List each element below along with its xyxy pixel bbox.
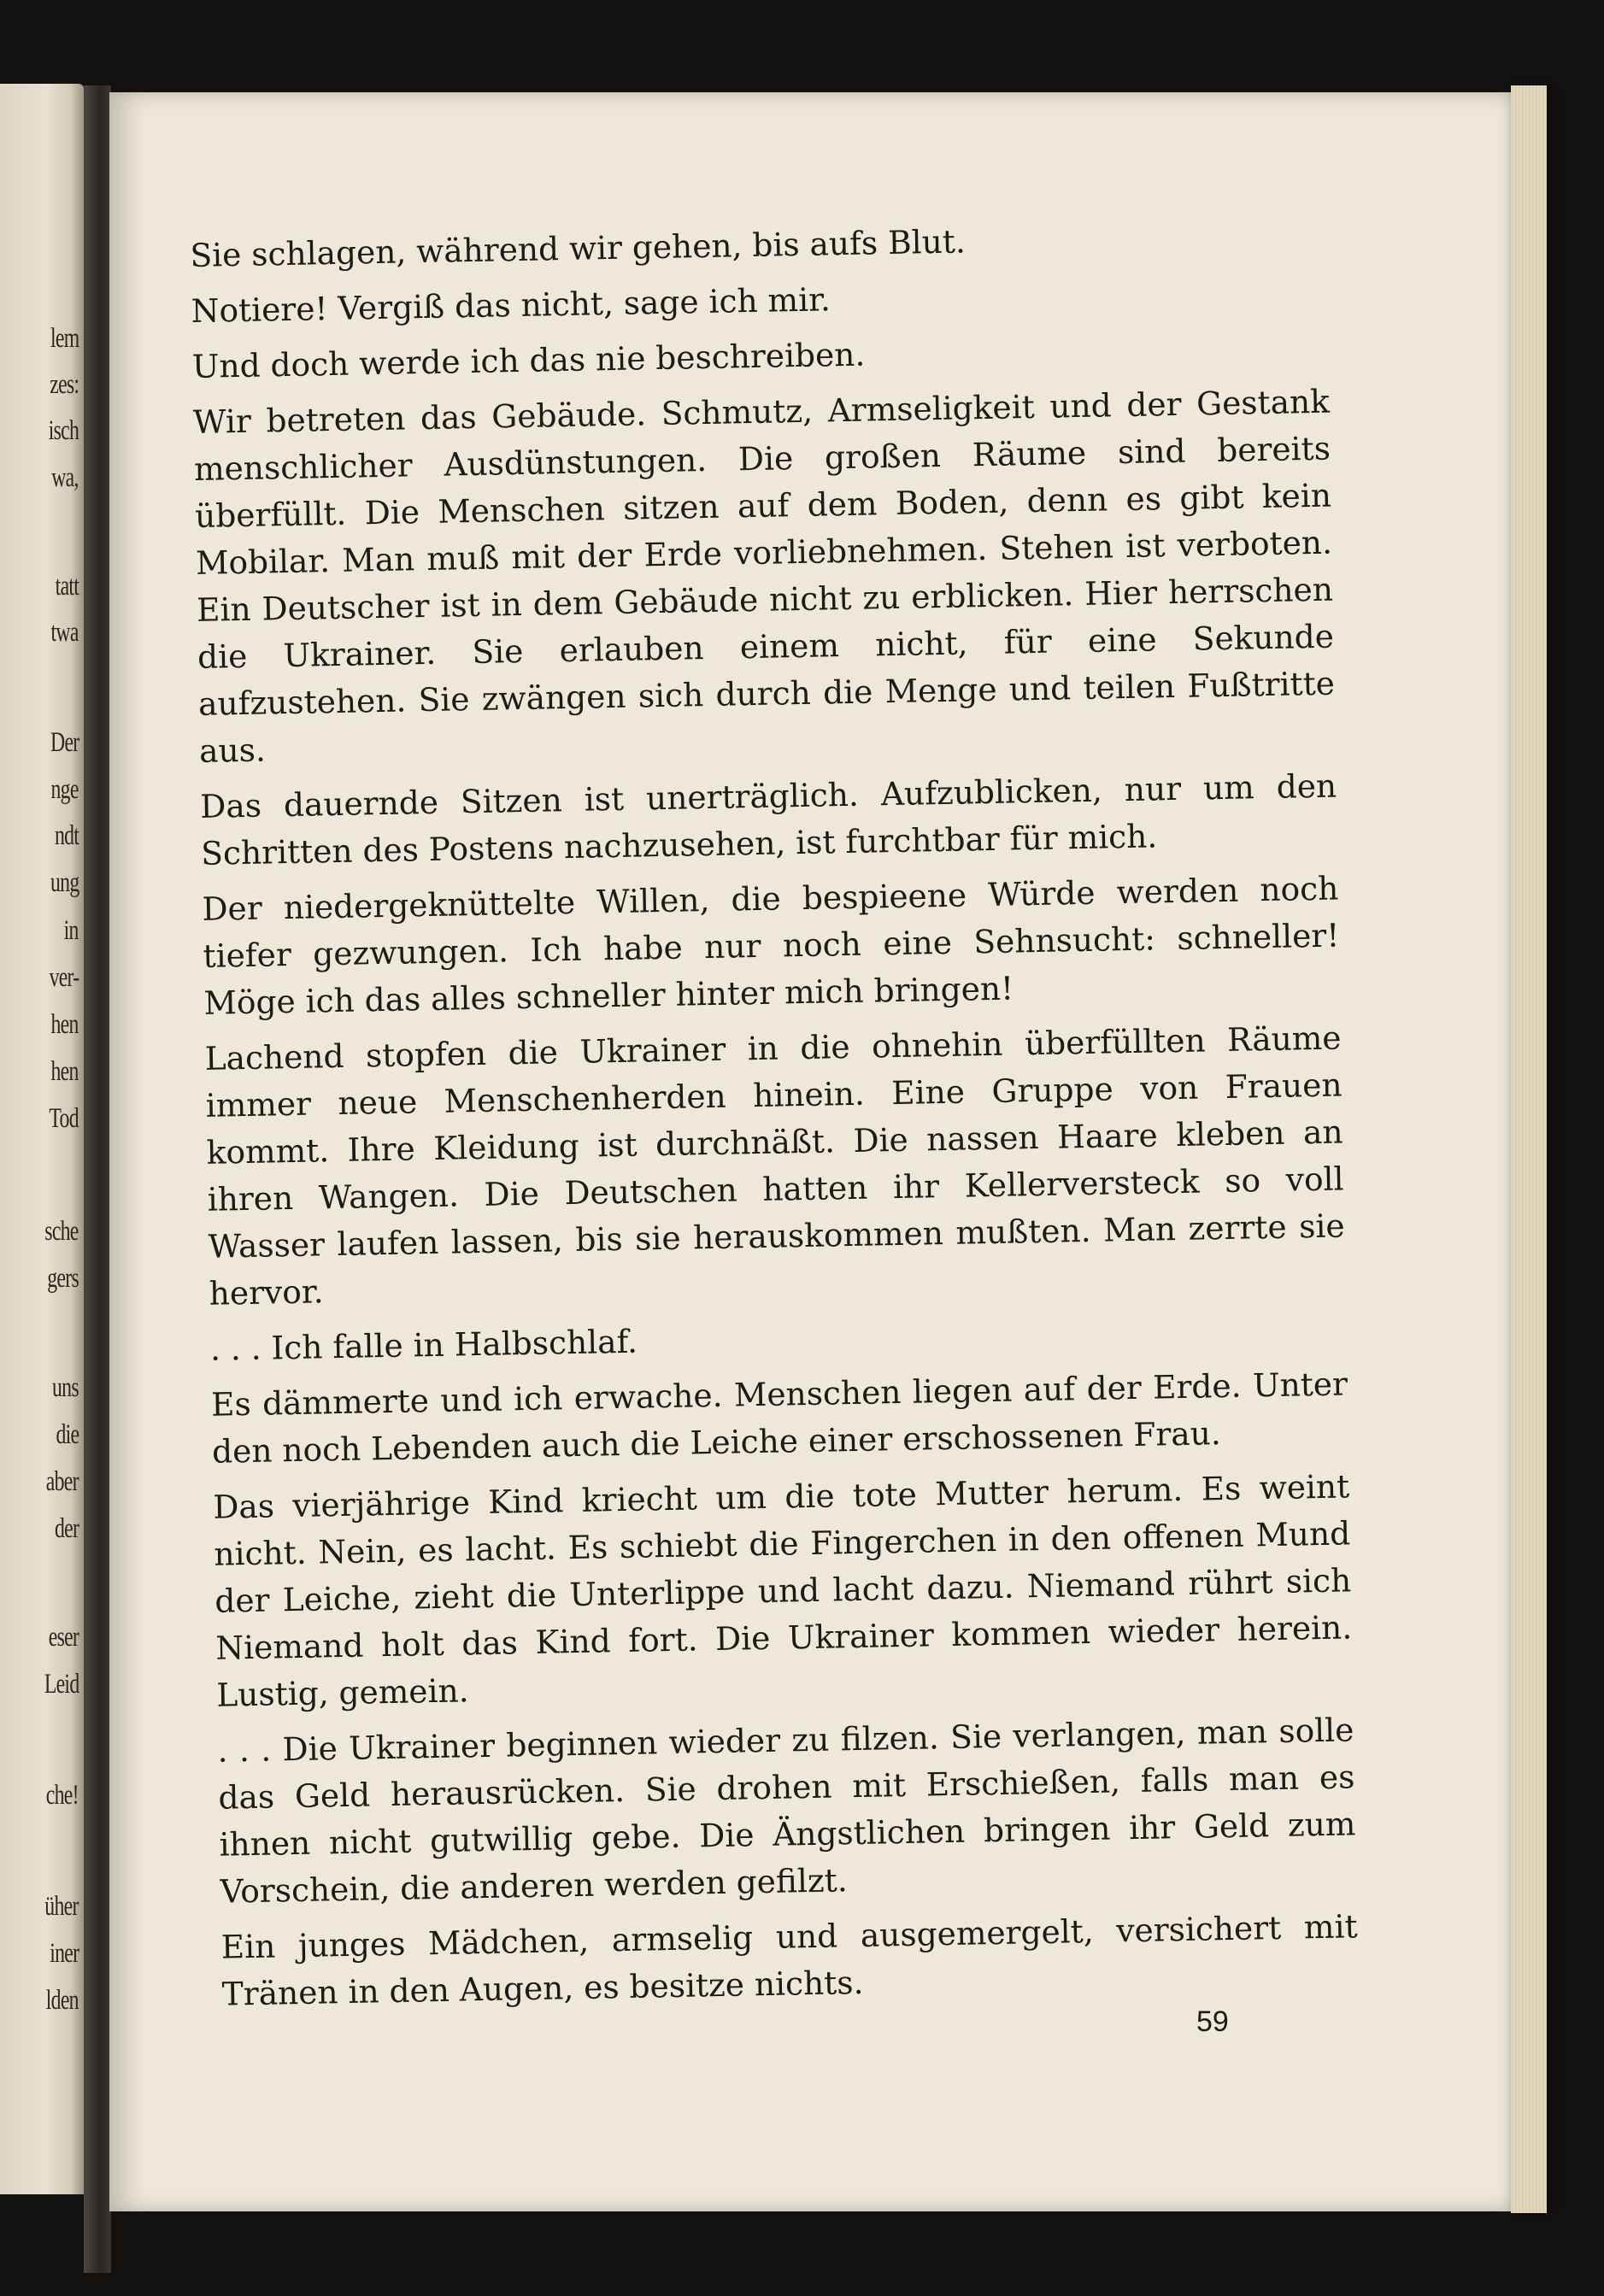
left-page-fragment: ndt	[54, 820, 79, 851]
page-number: 59	[1196, 2005, 1229, 2038]
left-page-fragment: uns	[52, 1372, 79, 1403]
left-page-fragment: Leid	[44, 1669, 79, 1700]
left-page-fragment: aber	[45, 1466, 79, 1497]
left-page-fragment: in	[63, 915, 79, 946]
left-page-fragment: eser	[48, 1622, 79, 1653]
paragraph: Sie schlagen, während wir gehen, bis aufs Blut.	[190, 222, 967, 274]
paragraph: Notiere! Vergiß das nicht, sage ich mir.	[191, 280, 831, 330]
left-page-fragment: lden	[45, 1985, 79, 2016]
body-text	[190, 212, 1359, 2027]
left-page-fragment: sche	[44, 1216, 79, 1247]
paragraph: Das dauernde Sitzen ist unerträglich. Aufzublicken, nur um den Schritten des Postens nachzusehen, ist furchtbar für mich.	[199, 766, 1337, 872]
left-page-fragment: Der	[50, 727, 79, 758]
left-page-fragment: ung	[50, 867, 79, 898]
paragraph: Es dämmerte und ich erwache. Menschen liegen auf der Erde. Unter den noch Lebenden auch die Leiche einer erschossenen Frau.	[210, 1365, 1348, 1471]
paragraph: Der niedergeknüttelte Willen, die bespieene Würde werden noch tiefer gezwungen. Ich habe nur noch eine Sehnsucht: schneller! Möge ich das alles schneller hinter mich bringen!	[202, 869, 1340, 1022]
left-page-fragment: der	[54, 1513, 79, 1544]
paragraph: Das vierjährige Kind kriecht um die tote Mutter herum. Es weint nicht. Nein, es lacht. Es schiebt die Fingerchen in den offenen Mund der Leiche, zieht die Unterlippe und lacht dazu. Niemand rührt sich Niemand holt das Kind fort. Die Ukrainer kommen wieder herein. Lustig, gemein.	[212, 1467, 1353, 1714]
left-page-fragment: wa,	[51, 462, 79, 493]
left-page-fragment: tatt	[55, 571, 79, 602]
left-page-fragment: die	[56, 1419, 79, 1450]
left-page-fragment: üher	[44, 1891, 79, 1922]
book-gutter	[84, 85, 111, 2273]
left-page-fragment: Tod	[49, 1103, 79, 1134]
paragraph: Lachend stopfen die Ukrainer in die ohnehin überfüllten Räume immer neue Menschenherden hinein. Eine Gruppe von Frauen kommt. Ihre Kleidung ist durchnäßt. Die nassen Haare kleben an ihren Wangen. Die Deutschen hatten ihr Kellerversteck so voll Wasser laufen lassen, bis sie herauskommen mußten. Man zerrte sie hervor.	[204, 1019, 1345, 1312]
paragraph: . . . Die Ukrainer beginnen wieder zu filzen. Sie verlangen, man solle das Geld herausrücken. Sie drohen mit Erschießen, falls man es ihnen nicht gutwillig gebe. Die Ängstlichen bringen ihr Geld zum Vorschein, die anderen werden gefilzt.	[217, 1711, 1356, 1911]
paragraph: Ein junges Mädchen, armselig und ausgemergelt, versichert mit Tränen in den Augen, es besitze nichts.	[220, 1907, 1358, 2013]
left-page-fragment: isch	[48, 415, 79, 446]
paragraph: Wir betreten das Gebäude. Schmutz, Armseligkeit und der Gestank menschlicher Ausdünstungen. Die großen Räume sind bereits überfüllt. Die Menschen sitzen auf dem Boden, denn es gibt kein Mobilar. Man muß mit der Erde vorliebnehmen. Stehen ist verboten. Ein Deutscher ist in dem Gebäude nicht zu erblicken. Hier herrschen die Ukrainer. Sie erlauben einem nicht, für eine Sekunde aufzustehen. Sie zwängen sich durch die Menge und teilen Fußtritte aus.	[192, 382, 1336, 770]
left-page-fragment: twa	[50, 617, 79, 648]
left-page	[0, 84, 84, 2194]
left-page-fragment: zes:	[49, 369, 79, 400]
paragraph: Und doch werde ich das nie beschreiben.	[191, 335, 866, 385]
left-page-fragment: nge	[50, 774, 79, 805]
left-page-fragment: iner	[49, 1938, 79, 1969]
left-page-fragment: hen	[50, 1009, 79, 1040]
left-page-fragment: gers	[47, 1263, 79, 1294]
page-edges	[1511, 85, 1547, 2213]
paragraph: . . . Ich falle in Halbschlaf.	[209, 1322, 638, 1368]
left-page-fragment: ver-	[49, 962, 79, 993]
left-page-fragment: che!	[45, 1780, 79, 1811]
left-page-fragment: hen	[50, 1056, 79, 1087]
left-page-fragment: lem	[50, 323, 79, 354]
